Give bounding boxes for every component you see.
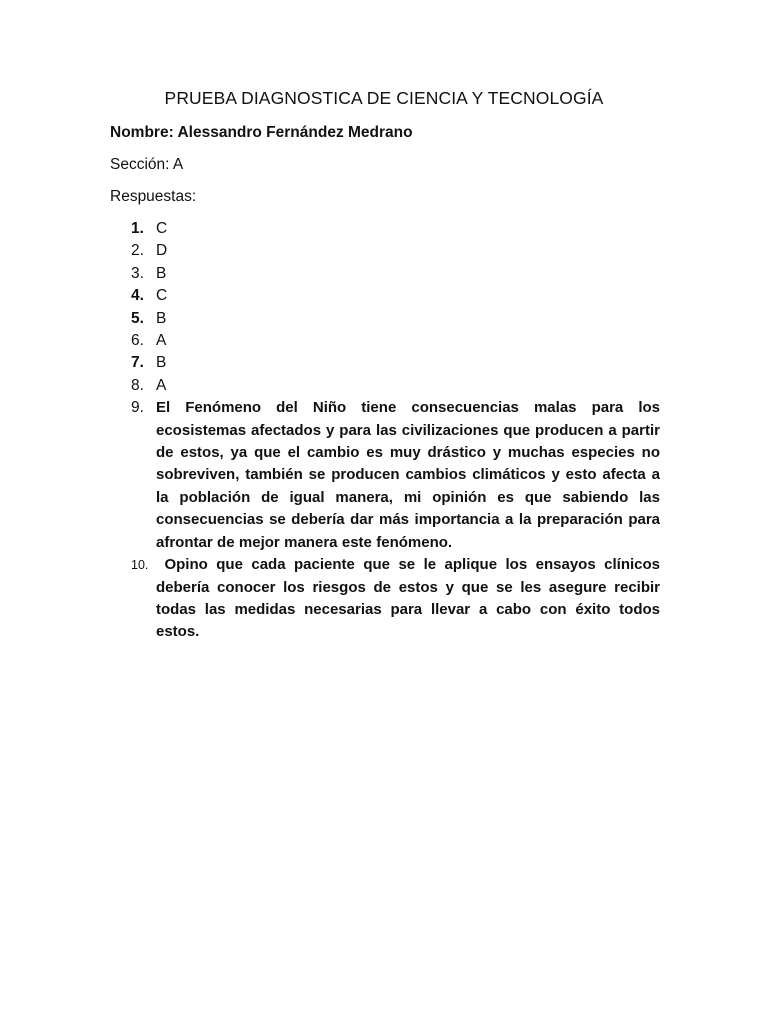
answer-text: C: [156, 287, 168, 305]
answer-number: 1.: [131, 220, 144, 237]
answer-text: B: [156, 309, 167, 327]
answer-text: El Fenómeno del Niño tiene consecuencias malas para los ecosistemas afectados y para las civilizaciones que producen a partir de estos, ya que el cambio es muy drástico y muchas especies no sobreviven, también se producen cambios climáticos y esto afecta a la población de igual manera, mi opinión es que sabiendo las consecuencias se debería dar más importancia a la preparación para afrontar de mejor manera este fenómeno.: [156, 399, 660, 551]
answer-number: 4.: [131, 287, 144, 305]
answer-number: 5.: [131, 309, 144, 327]
answer-number: 10.: [131, 558, 149, 573]
answer-number: 7.: [131, 354, 144, 372]
answer-item-4: [110, 285, 660, 307]
answer-item-6: [110, 330, 660, 352]
document-title: PRUEBA DIAGNOSTICA DE CIENCIA Y TECNOLOGÍA: [164, 88, 604, 108]
answer-item-1: [110, 218, 660, 240]
answers-heading: Respuestas:: [110, 188, 197, 205]
answer-number: 2.: [131, 242, 144, 260]
answer-number: 3.: [131, 264, 144, 282]
answers-list: [110, 218, 665, 644]
answer-text: A: [156, 332, 167, 350]
answer-number: 6.: [131, 332, 144, 350]
answer-item-3: [110, 263, 660, 285]
answer-text: B: [156, 354, 167, 372]
answer-item-8: [110, 375, 660, 397]
answer-item-5: [110, 308, 660, 330]
answer-text: B: [156, 264, 167, 282]
answer-text: Opino que cada paciente que se le aplique los ensayos clínicos debería conocer los riesgos de estos y que se les asegure recibir todas las medidas necesarias para llevar a cabo con éxito todos estos.: [156, 556, 665, 641]
answer-item-2: [110, 240, 660, 262]
answer-item-10: [110, 554, 665, 644]
answer-text: D: [156, 242, 168, 260]
answer-number: 8.: [131, 376, 144, 394]
answer-item-7: [110, 352, 660, 374]
section-line: Sección: A: [110, 156, 184, 173]
answer-number: 9.: [131, 399, 144, 417]
answer-text: A: [156, 376, 167, 394]
answer-text: C: [156, 220, 168, 237]
answer-item-9: [110, 397, 660, 554]
student-name: Nombre: Alessandro Fernández Medrano: [110, 124, 413, 141]
